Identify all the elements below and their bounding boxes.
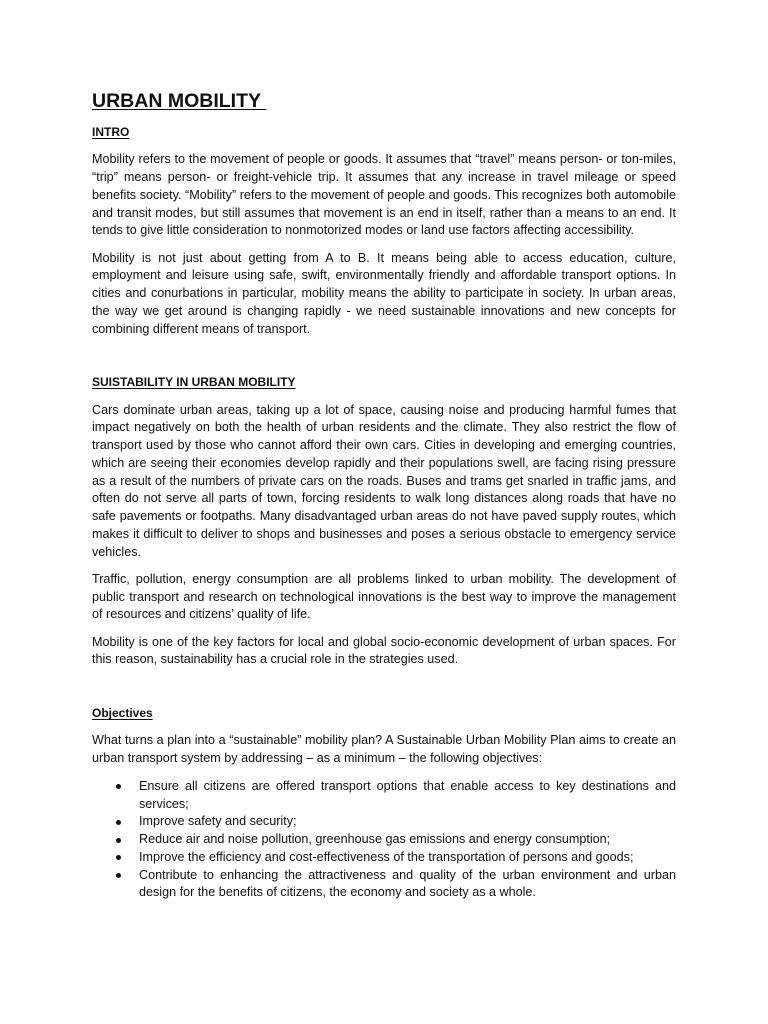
sustainability-paragraph-3: Mobility is one of the key factors for local and global socio-economic development of urban spaces. For this reason, sustainability has a crucial role in the strategies used. (92, 634, 676, 667)
objective-item (92, 778, 676, 814)
objective-item (92, 831, 676, 849)
section-heading-objectives-text: Objectives (92, 706, 153, 720)
objective-item (92, 813, 676, 831)
sustainability-paragraph-2: Traffic, pollution, energy consumption are all problems linked to urban mobility. The development of public transport and research on technological innovations is the best way to improve the management of resources and citizens’ quality of life. (92, 571, 676, 622)
section-heading-sustainability (92, 374, 676, 392)
objective-text: Contribute to enhancing the attractiveness and quality of the urban environment and urban design for the benefits of citizens, the economy and society as a whole. (139, 867, 676, 900)
document-title (92, 90, 676, 112)
section-heading-intro (92, 124, 676, 142)
sustainability-paragraph-1: Cars dominate urban areas, taking up a lot of space, causing noise and producing harmful fumes that impact negatively on both the health of urban residents and the climate. They also restrict the flow of transport used by those who cannot afford their own cars. Cities in developing and emerging countries, which are seeing their economies develop rapidly and their populations swell, are facing rising pressure as a result of the numbers of private cars on the roads. Buses and trams get snarled in traffic jams, and often do not serve all parts of town, forcing residents to walk long distances along roads that have no safe pavements or footpaths. Many disadvantaged urban areas do not have paved supply routes, which makes it difficult to deliver to shops and businesses and poses a serious obstacle to emergency service vehicles. (92, 402, 676, 559)
bullet-icon (116, 855, 121, 860)
bullet-icon (116, 838, 121, 843)
objective-item (92, 867, 676, 903)
objective-text: Reduce air and noise pollution, greenhouse gas emissions and energy consumption; (139, 832, 611, 846)
section-heading-sustainability-text: SUISTABILITY IN URBAN MOBILITY (92, 375, 296, 390)
bullet-icon (116, 873, 121, 878)
document-page (92, 90, 676, 902)
objective-item (92, 849, 676, 867)
objectives-paragraph-1: What turns a plan into a “sustainable” mobility plan? A Sustainable Urban Mobility Plan aims to create an urban transport system by addressing – as a minimum – the following objectives: (92, 733, 676, 765)
objectives-list (92, 778, 676, 902)
objective-text: Improve the efficiency and cost-effectiveness of the transportation of persons and goods; (139, 849, 634, 864)
section-heading-intro-text: INTRO (92, 125, 130, 139)
intro-paragraph-1: Mobility refers to the movement of people or goods. It assumes that “travel” means person- or ton-miles, “trip” means person- or freight-vehicle trip. It assumes that any increase in travel mileage or speed benefits society. “Mobility” refers to the movement of people and goods. This recognizes both automobile and transit modes, but still assumes that movement is an end in itself, rather than a means to an end. It tends to give little consideration to nonmotorized modes or land use factors affecting accessibility. (92, 152, 676, 238)
bullet-icon (116, 784, 121, 789)
section-heading-objectives (92, 705, 676, 723)
objective-text: Improve safety and security; (139, 814, 297, 829)
document-title-text: URBAN MOBILITY (92, 90, 261, 112)
bullet-icon (116, 820, 121, 825)
objective-text: Ensure all citizens are offered transport options that enable access to key destinations and services; (139, 778, 676, 811)
intro-paragraph-2: Mobility is not just about getting from A to B. It means being able to access education, culture, employment and leisure using safe, swift, environmentally friendly and affordable transport options. In cities and conurbations in particular, mobility means the ability to participate in society. In urban areas, the way we get around is changing rapidly - we need sustainable innovations and new concepts for combining different means of transport. (92, 250, 676, 336)
